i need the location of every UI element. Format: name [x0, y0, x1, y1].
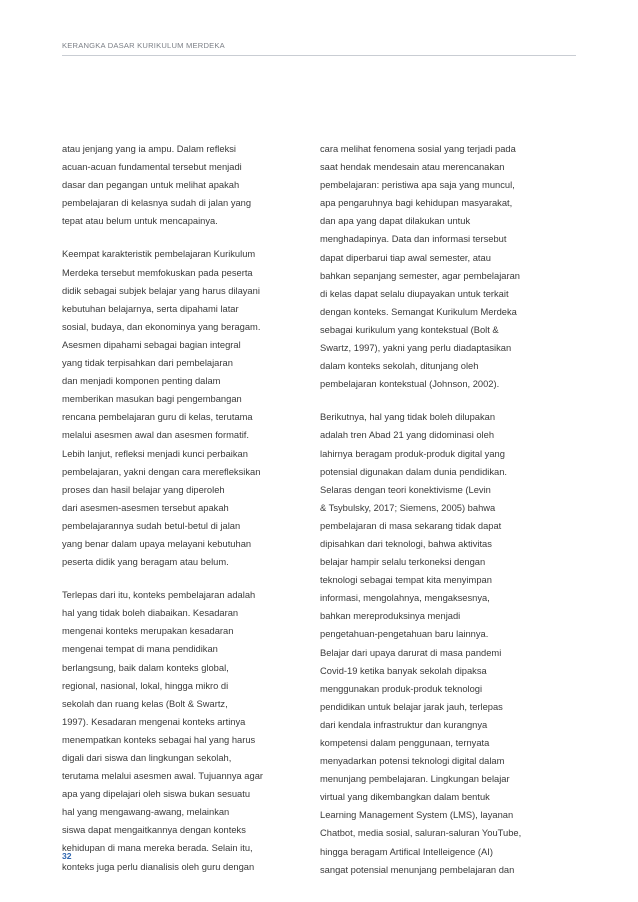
text-line: memberikan masukan bagi pengembangan: [62, 394, 242, 405]
text-line: kompetensi dalam penggunaan, ternyata: [320, 738, 490, 748]
text-line: belajar hampir selalu terkoneksi dengan: [320, 557, 486, 568]
text-line: menyadarkan potensi teknologi digital dalam: [320, 756, 505, 767]
text-line: Chatbot, media sosial, saluran-saluran YouTube,: [320, 828, 522, 839]
text-line: didik sebagai subjek belajar yang harus dilayani: [62, 285, 260, 296]
text-line: Selaras dengan teori konektivisme (Levin: [320, 484, 491, 495]
text-line: acuan-acuan fundamental tersebut menjadi: [62, 162, 242, 173]
text-line: kebutuhan belajarnya, serta dipahami latar: [62, 303, 239, 314]
text-line: dapat diperbarui tiap awal semester, atau: [320, 252, 491, 263]
text-line: Asesmen dipahami sebagai bagian integral: [62, 339, 241, 350]
text-line: siswa dapat mengaitkannya dengan konteks: [62, 825, 246, 836]
text-line: konteks juga perlu dianalisis oleh guru dengan: [62, 861, 255, 872]
text-line: teknologi sebagai tempat kita menyimpan: [320, 575, 492, 586]
page-number: 32: [62, 851, 72, 861]
text-line: dengan konteks. Semangat Kurikulum Merdeka: [320, 306, 517, 317]
text-line: informasi, mengolahnya, mengaksesnya,: [320, 593, 490, 604]
text-line: Lebih lanjut, refleksi menjadi kunci perbaikan: [62, 448, 248, 459]
text-line: saat hendak mendesain atau merencanakan: [320, 162, 505, 173]
text-line: pendidikan untuk belajar jarak jauh, terlepas: [320, 701, 503, 712]
text-line: regional, nasional, lokal, hingga mikro di: [62, 680, 229, 691]
text-line: berlangsung, baik dalam konteks global,: [62, 662, 229, 673]
left-text-column: [62, 140, 305, 891]
text-line: adalah tren Abad 21 yang didominasi oleh: [320, 430, 495, 441]
text-line: Merdeka tersebut memfokuskan pada peserta: [62, 267, 253, 278]
text-line: dipisahkan dari teknologi, bahwa aktivitas: [320, 538, 492, 549]
text-line: apa yang dipelajari oleh siswa bukan sesuatu: [62, 789, 251, 800]
text-line: pembelajaran di masa sekarang tidak dapat: [320, 520, 502, 531]
text-line: dalam konteks sekolah, ditunjang oleh: [320, 361, 479, 372]
paragraph: [62, 586, 305, 876]
text-line: menempatkan konteks sebagai hal yang harus: [62, 734, 256, 745]
text-line: rencana pembelajaran guru di kelas, terutama: [62, 412, 253, 423]
text-line: kehidupan di mana mereka berada. Selain itu,: [62, 843, 253, 854]
text-line: dari kendala infrastruktur dan kurangnya: [320, 719, 488, 730]
text-line: 1997). Kesadaran mengenai konteks artinya: [62, 716, 246, 727]
text-line: melalui asesmen awal dan asesmen formatif.: [62, 430, 249, 441]
text-line: peserta didik yang beragam atau belum.: [62, 557, 229, 568]
text-line: sekolah dan ruang kelas (Bolt & Swartz,: [62, 698, 228, 709]
text-line: dan apa yang dapat dilakukan untuk: [320, 216, 471, 227]
text-line: di kelas dapat selalu diupayakan untuk terkait: [320, 288, 509, 299]
text-line: dan menjadi komponen penting dalam: [62, 376, 221, 387]
text-line: hal yang mengawang-awang, melainkan: [62, 807, 230, 818]
text-line: Swartz, 1997), yakni yang perlu diadaptasikan: [320, 343, 512, 354]
text-line: atau jenjang yang ia ampu. Dalam refleksi: [62, 144, 236, 154]
text-line: pembelajarannya sudah betul-betul di jalan: [62, 520, 241, 531]
text-line: pembelajaran kontekstual (Johnson, 2002).: [320, 379, 500, 390]
paragraph: [320, 140, 563, 393]
text-line: potensial digunakan dalam dunia pendidikan.: [320, 466, 508, 477]
text-line: yang benar dalam upaya melayani kebutuhan: [62, 538, 252, 549]
text-line: Berikutnya, hal yang tidak boleh dilupakan: [320, 412, 496, 423]
text-line: digali dari siswa dan lingkungan sekolah,: [62, 753, 232, 763]
text-line: & Tsybulsky, 2017; Siemens, 2005) bahwa: [320, 502, 496, 513]
right-text-column: [320, 140, 563, 894]
text-line: menunjang pembelajaran. Lingkungan belajar: [320, 774, 510, 785]
text-line: Covid-19 ketika banyak sekolah dipaksa: [320, 665, 487, 676]
text-line: pembelajaran di kelasnya sudah di jalan yang: [62, 198, 252, 209]
text-line: pembelajaran, yakni dengan cara merefleksikan: [62, 466, 261, 477]
text-line: yang tidak terpisahkan dari pembelajaran: [62, 358, 233, 369]
text-line: lahirnya beragam produk-produk digital yang: [320, 448, 505, 459]
text-line: bahkan mereproduksinya menjadi: [320, 611, 461, 622]
paragraph: [320, 408, 563, 878]
text-line: mengenai tempat di mana pendidikan: [62, 644, 218, 655]
text-line: pembelajaran: peristiwa apa saja yang muncul,: [320, 180, 515, 191]
paragraph: [62, 245, 305, 571]
text-line: sangat potensial menunjang pembelajaran dan: [320, 864, 515, 875]
text-line: pengetahuan-pengetahuan baru lainnya.: [320, 629, 489, 640]
text-line: cara melihat fenomena sosial yang terjadi pada: [320, 144, 516, 154]
text-line: proses dan hasil belajar yang diperoleh: [62, 484, 225, 495]
text-line: dasar dan pegangan untuk melihat apakah: [62, 180, 240, 191]
text-line: dari asesmen-asesmen tersebut apakah: [62, 502, 229, 513]
text-line: bahkan sepanjang semester, agar pembelajaran: [320, 270, 520, 281]
text-line: Keempat karakteristik pembelajaran Kurikulum: [62, 249, 256, 260]
text-line: menghadapinya. Data dan informasi tersebut: [320, 234, 507, 245]
text-line: hal yang tidak boleh diabaikan. Kesadaran: [62, 608, 239, 619]
text-line: hingga beragam Artifical Intelleigence (AI): [320, 846, 493, 857]
text-line: mengenai konteks merupakan kesadaran: [62, 626, 234, 637]
text-line: sosial, budaya, dan ekonominya yang beragam.: [62, 321, 261, 332]
text-line: tepat atau belum untuk mencapainya.: [62, 216, 218, 227]
running-header: KERANGKA DASAR KURIKULUM MERDEKA: [62, 41, 576, 56]
text-line: Learning Management System (LMS), layanan: [320, 810, 514, 821]
text-line: sebagai kurikulum yang kontekstual (Bolt &: [320, 324, 499, 335]
text-line: Belajar dari upaya darurat di masa pandemi: [320, 647, 502, 658]
text-line: terutama melalui asesmen awal. Tujuannya agar: [62, 771, 263, 782]
paragraph: [62, 140, 305, 230]
text-line: virtual yang dikembangkan dalam bentuk: [320, 792, 490, 803]
text-line: Terlepas dari itu, konteks pembelajaran adalah: [62, 590, 256, 601]
text-line: menggunakan produk-produk teknologi: [320, 683, 483, 694]
text-line: apa pengaruhnya bagi kehidupan masyarakat,: [320, 198, 513, 209]
